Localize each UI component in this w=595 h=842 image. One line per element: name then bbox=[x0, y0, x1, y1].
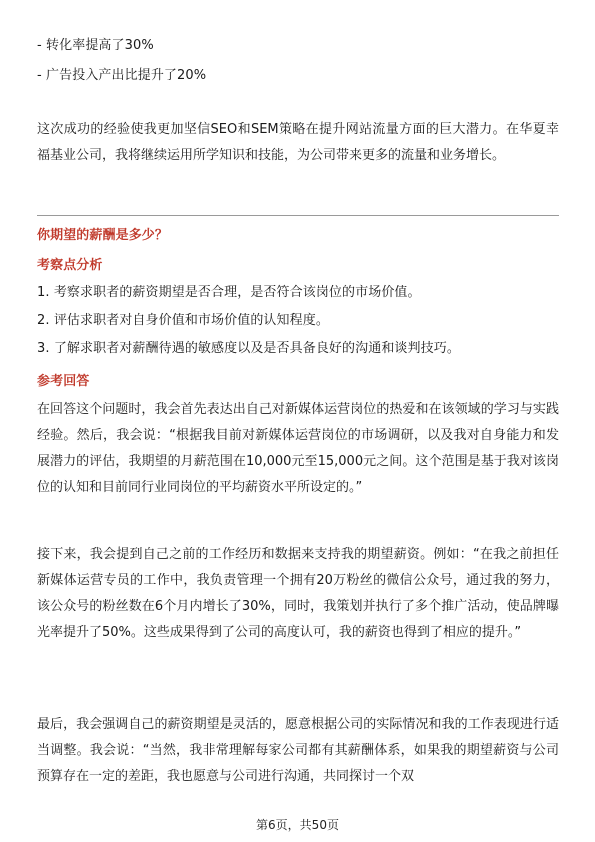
section-divider bbox=[37, 215, 559, 216]
analysis-item: 3. 了解求职者对薪酬待遇的敏感度以及是否具备良好的沟通和谈判技巧。 bbox=[37, 341, 460, 356]
bullet-item: - 广告投入产出比提升了20% bbox=[37, 68, 207, 83]
answer-paragraph: 最后，我会强调自己的薪资期望是灵活的，愿意根据公司的实际情况和我的工作表现进行适当调整。我会说：“当然，我非常理解每家公司都有其薪酬体系，如果我的期望薪资与公司预算存在一定的差距，我也愿意与公司进行沟通，共同探讨一个双 bbox=[37, 717, 559, 784]
answer-paragraph: 在回答这个问题时，我会首先表达出自己对新媒体运营岗位的热爱和在该领域的学习与实践经验。然后，我会说：“根据我目前对新媒体运营岗位的市场调研，以及我对自身能力和发展潜力的评估，我期望的月薪范围在10,000元至15,000元之间。这个范围是基于我对该岗位的认知和目前同行业同岗位的平均薪资水平所设定的。” bbox=[37, 402, 559, 495]
answer-paragraph: 接下来，我会提到自己之前的工作经历和数据来支持我的期望薪资。例如：“在我之前担任新媒体运营专员的工作中，我负责管理一个拥有20万粉丝的微信公众号，通过我的努力，该公众号的粉丝数在6个月内增长了30%，同时，我策划并执行了多个推广活动，使品牌曝光率提升了50%。这些成果得到了公司的高度认可，我的薪资也得到了相应的提升。” bbox=[37, 547, 559, 640]
closing-paragraph: 这次成功的经验使我更加坚信SEO和SEM策略在提升网站流量方面的巨大潜力。在华夏幸福基业公司，我将继续运用所学知识和技能，为公司带来更多的流量和业务增长。 bbox=[37, 122, 559, 163]
answer-heading: 参考回答 bbox=[37, 374, 90, 389]
analysis-item: 1. 考察求职者的薪资期望是否合理，是否符合该岗位的市场价值。 bbox=[37, 285, 421, 300]
analysis-item: 2. 评估求职者对自身价值和市场价值的认知程度。 bbox=[37, 313, 329, 328]
bullet-item: - 转化率提高了30% bbox=[37, 38, 154, 53]
question-heading: 你期望的薪酬是多少？ bbox=[37, 228, 169, 243]
page-number: 第6页，共50页 bbox=[256, 818, 339, 832]
analysis-heading: 考察点分析 bbox=[37, 258, 103, 273]
